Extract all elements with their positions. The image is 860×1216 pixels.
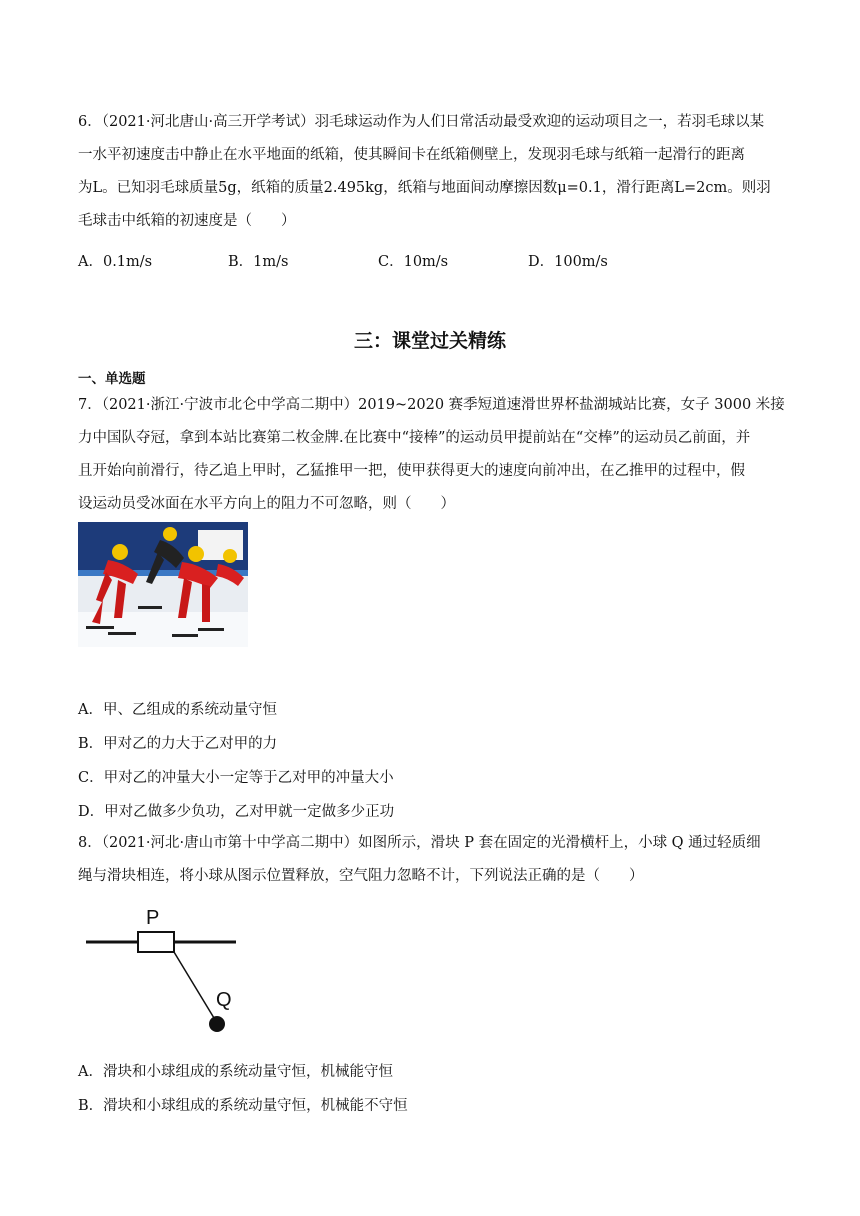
option-b[interactable]: B．甲对乙的力大于乙对甲的力 — [78, 736, 278, 752]
slider-p — [138, 932, 174, 952]
question-6-line: 一水平初速度击中静止在水平地面的纸箱，使其瞬间卡在纸箱侧壁上，发现羽毛球与纸箱一起滑行的距离 — [78, 147, 745, 163]
question-8-line: 8．（2021·河北·唐山市第十中学高二期中）如图所示，滑块 P 套在固定的光滑横杆上，小球 Q 通过轻质细 — [78, 835, 761, 851]
option-d[interactable]: D．甲对乙做多少负功，乙对甲就一定做多少正功 — [78, 804, 395, 820]
question-7-line: 且开始向前滑行，待乙追上甲时，乙猛推甲一把，使甲获得更大的速度向前冲出，在乙推甲的过程中，假 — [78, 463, 745, 479]
option-c[interactable]: C．10m/s — [378, 254, 449, 270]
section-title: 三：课堂过关精练 — [353, 330, 506, 352]
slider-ball-diagram — [78, 900, 248, 1040]
question-7-line: 设运动员受冰面在水平方向上的阻力不可忽略，则（ ） — [78, 496, 455, 512]
speed-skating-photo — [78, 522, 248, 647]
option-a[interactable]: A．0.1m/s — [78, 254, 153, 270]
subsection-heading: 一、单选题 — [78, 371, 146, 387]
option-d[interactable]: D．100m/s — [528, 254, 608, 270]
question-6 — [78, 112, 771, 244]
label-p: P — [146, 907, 160, 929]
ball-q — [209, 1016, 225, 1032]
label-q: Q — [216, 989, 232, 1011]
question-7-line: 力中国队夺冠，拿到本站比赛第二枚金牌.在比赛中“接棒”的运动员甲提前站在“交棒”的运动员乙前面，并 — [78, 430, 751, 446]
question-6-line: 为L。已知羽毛球质量5g，纸箱的质量2.495kg，纸箱与地面间动摩擦因数μ=0.1，滑行距离L=2cm。则羽 — [78, 180, 771, 196]
question-7-line: 7．（2021·浙江·宁波市北仑中学高二期中）2019~2020 赛季短道速滑世界杯盐湖城站比赛，女子 3000 米接 — [78, 397, 785, 413]
question-6-line: 毛球击中纸箱的初速度是（ ） — [78, 213, 296, 229]
question-6-line: 6．（2021·河北唐山·高三开学考试）羽毛球运动作为人们日常活动最受欢迎的运动项目之一，若羽毛球以某 — [78, 114, 765, 130]
string — [174, 952, 214, 1018]
option-a[interactable]: A．滑块和小球组成的系统动量守恒，机械能守恒 — [78, 1064, 393, 1080]
question-7 — [78, 395, 785, 527]
question-8 — [78, 833, 761, 899]
option-c[interactable]: C．甲对乙的冲量大小一定等于乙对甲的冲量大小 — [78, 770, 394, 786]
option-a[interactable]: A．甲、乙组成的系统动量守恒 — [78, 702, 277, 718]
option-b[interactable]: B．滑块和小球组成的系统动量守恒，机械能不守恒 — [78, 1098, 408, 1114]
option-b[interactable]: B．1m/s — [228, 254, 289, 270]
question-8-line: 绳与滑块相连，将小球从图示位置释放，空气阻力忽略不计，下列说法正确的是（ ） — [78, 868, 644, 884]
